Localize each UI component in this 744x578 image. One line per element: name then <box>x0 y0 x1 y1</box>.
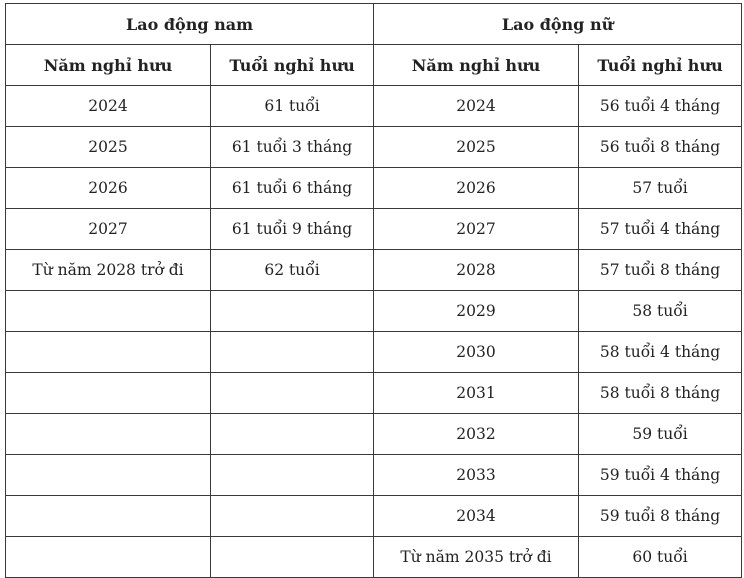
male-age-cell <box>211 414 374 455</box>
male-year-cell <box>6 291 211 332</box>
table-row <box>6 332 742 373</box>
female-age-cell: 58 tuổi <box>579 291 742 332</box>
female-year-cell: 2031 <box>374 373 579 414</box>
male-age-cell <box>211 455 374 496</box>
female-age-cell: 59 tuổi 8 tháng <box>579 496 742 537</box>
table-row <box>6 127 742 168</box>
retirement-age-table <box>5 3 742 578</box>
male-group-header: Lao động nam <box>6 4 374 45</box>
female-year-cell: 2024 <box>374 86 579 127</box>
male-year-cell <box>6 373 211 414</box>
male-age-cell: 61 tuổi 9 tháng <box>211 209 374 250</box>
female-age-cell: 58 tuổi 8 tháng <box>579 373 742 414</box>
female-year-cell: 2032 <box>374 414 579 455</box>
male-year-cell <box>6 496 211 537</box>
male-age-cell <box>211 496 374 537</box>
male-year-cell: 2027 <box>6 209 211 250</box>
male-year-cell <box>6 455 211 496</box>
table-row <box>6 414 742 455</box>
group-header-row <box>6 4 742 45</box>
table-row <box>6 537 742 578</box>
male-year-cell: 2025 <box>6 127 211 168</box>
female-age-cell: 57 tuổi 8 tháng <box>579 250 742 291</box>
female-age-header: Tuổi nghỉ hưu <box>579 45 742 86</box>
female-year-cell: 2030 <box>374 332 579 373</box>
table-row <box>6 86 742 127</box>
female-year-cell: 2029 <box>374 291 579 332</box>
table-row <box>6 455 742 496</box>
male-age-cell: 61 tuổi <box>211 86 374 127</box>
female-age-cell: 60 tuổi <box>579 537 742 578</box>
female-age-cell: 56 tuổi 8 tháng <box>579 127 742 168</box>
female-year-cell: 2028 <box>374 250 579 291</box>
table-row <box>6 250 742 291</box>
female-year-cell: 2025 <box>374 127 579 168</box>
female-year-cell: Từ năm 2035 trở đi <box>374 537 579 578</box>
male-year-cell: 2024 <box>6 86 211 127</box>
male-year-header: Năm nghỉ hưu <box>6 45 211 86</box>
female-year-cell: 2033 <box>374 455 579 496</box>
column-header-row <box>6 45 742 86</box>
table-row <box>6 496 742 537</box>
female-age-cell: 56 tuổi 4 tháng <box>579 86 742 127</box>
male-age-cell <box>211 373 374 414</box>
male-year-cell <box>6 537 211 578</box>
female-group-header: Lao động nữ <box>374 4 742 45</box>
male-age-cell <box>211 537 374 578</box>
male-year-cell <box>6 414 211 455</box>
female-year-header: Năm nghỉ hưu <box>374 45 579 86</box>
table-row <box>6 168 742 209</box>
female-age-cell: 57 tuổi <box>579 168 742 209</box>
male-age-cell: 61 tuổi 3 tháng <box>211 127 374 168</box>
female-age-cell: 58 tuổi 4 tháng <box>579 332 742 373</box>
female-year-cell: 2026 <box>374 168 579 209</box>
male-year-cell <box>6 332 211 373</box>
table-row <box>6 373 742 414</box>
female-year-cell: 2034 <box>374 496 579 537</box>
female-year-cell: 2027 <box>374 209 579 250</box>
table-row <box>6 291 742 332</box>
female-age-cell: 57 tuổi 4 tháng <box>579 209 742 250</box>
female-age-cell: 59 tuổi 4 tháng <box>579 455 742 496</box>
male-age-header: Tuổi nghỉ hưu <box>211 45 374 86</box>
male-age-cell: 62 tuổi <box>211 250 374 291</box>
female-age-cell: 59 tuổi <box>579 414 742 455</box>
male-age-cell: 61 tuổi 6 tháng <box>211 168 374 209</box>
male-age-cell <box>211 291 374 332</box>
table-row <box>6 209 742 250</box>
male-age-cell <box>211 332 374 373</box>
male-year-cell: 2026 <box>6 168 211 209</box>
male-year-cell: Từ năm 2028 trở đi <box>6 250 211 291</box>
